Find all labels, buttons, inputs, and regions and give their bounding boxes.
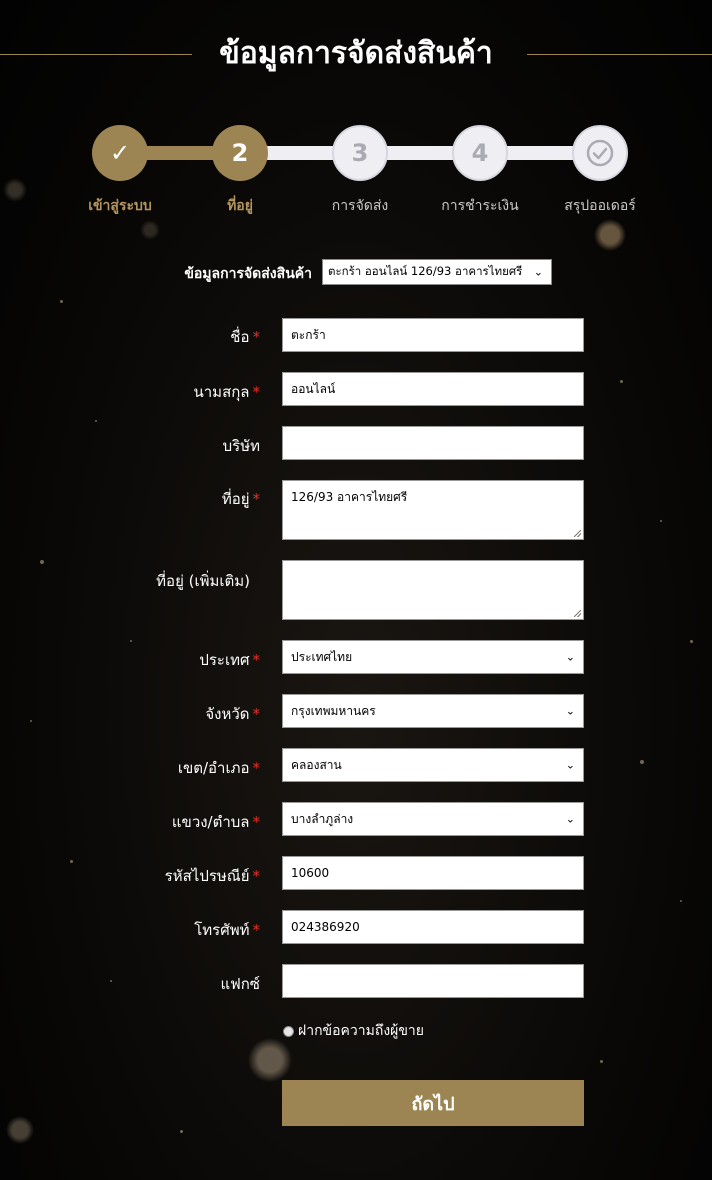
address-book-label: ข้อมูลการจัดส่งสินค้า bbox=[184, 266, 312, 282]
phone-label: โทรศัพท์ * bbox=[194, 921, 260, 939]
checkmark-icon: ✓ bbox=[109, 139, 131, 167]
subdistrict-label: แขวง/ตำบล * bbox=[171, 813, 260, 831]
last-name-field[interactable]: ออนไลน์ bbox=[282, 372, 584, 406]
chevron-down-icon: ⌄ bbox=[565, 812, 575, 826]
subdistrict-select[interactable]: บางลำภูล่าง ⌄ bbox=[282, 802, 584, 836]
country-select[interactable]: ประเทศไทย ⌄ bbox=[282, 640, 584, 674]
fax-label: แฟกซ์ bbox=[220, 975, 260, 993]
phone-field[interactable]: 024386920 bbox=[282, 910, 584, 944]
check-circle-icon bbox=[585, 138, 615, 168]
chevron-down-icon: ⌄ bbox=[565, 704, 575, 718]
next-button[interactable]: ถัดไป bbox=[282, 1080, 584, 1126]
stepper-track-pending bbox=[240, 146, 600, 160]
step-2-circle: 2 bbox=[212, 125, 268, 181]
last-name-label: นามสกุล * bbox=[193, 383, 260, 401]
resize-handle-icon[interactable] bbox=[574, 610, 581, 617]
resize-handle-icon[interactable] bbox=[574, 530, 581, 537]
first-name-field[interactable]: ตะกร้า bbox=[282, 318, 584, 352]
step-4-label: การชำระเงิน bbox=[441, 198, 519, 214]
province-select[interactable]: กรุงเทพมหานคร ⌄ bbox=[282, 694, 584, 728]
radio-icon[interactable] bbox=[283, 1026, 294, 1037]
company-label: บริษัท bbox=[222, 437, 260, 455]
address-book-selected: ตะกร้า ออนไลน์ 126/93 อาคารไทยศรี bbox=[328, 264, 523, 278]
district-select[interactable]: คลองสาน ⌄ bbox=[282, 748, 584, 782]
postcode-field[interactable]: 10600 bbox=[282, 856, 584, 890]
province-label: จังหวัด * bbox=[205, 705, 260, 723]
chevron-down-icon: ⌄ bbox=[565, 758, 575, 772]
company-field[interactable] bbox=[282, 426, 584, 460]
step-3-label: การจัดส่ง bbox=[331, 198, 389, 214]
step-4-circle: 4 bbox=[452, 125, 508, 181]
address-book-select[interactable] bbox=[322, 259, 552, 285]
fax-field[interactable] bbox=[282, 964, 584, 998]
page-title: ข้อมูลการจัดส่งสินค้า bbox=[219, 36, 493, 71]
step-3-circle: 3 bbox=[332, 125, 388, 181]
address-textarea[interactable]: 126/93 อาคารไทยศรี bbox=[282, 480, 584, 540]
chevron-down-icon: ⌄ bbox=[533, 265, 543, 279]
step-2-label: ที่อยู่ bbox=[227, 198, 253, 214]
seller-note-toggle[interactable] bbox=[283, 1020, 424, 1042]
chevron-down-icon: ⌄ bbox=[565, 650, 575, 664]
seller-note-label: ฝากข้อความถึงผู้ขาย bbox=[298, 1023, 424, 1039]
postcode-label: รหัสไปรษณีย์ * bbox=[164, 867, 260, 885]
country-label: ประเทศ * bbox=[199, 651, 260, 669]
step-1-label[interactable]: เข้าสู่ระบบ bbox=[88, 198, 152, 214]
district-label: เขต/อำเภอ * bbox=[177, 759, 260, 777]
address2-label: ที่อยู่ (เพิ่มเติม) bbox=[156, 572, 250, 590]
first-name-label: ชื่อ * bbox=[230, 328, 260, 346]
step-5-circle bbox=[572, 125, 628, 181]
address-label: ที่อยู่ * bbox=[221, 490, 260, 508]
step-5-label: สรุปออเดอร์ bbox=[564, 198, 636, 214]
step-1-circle[interactable] bbox=[92, 125, 148, 181]
address2-textarea[interactable] bbox=[282, 560, 584, 620]
